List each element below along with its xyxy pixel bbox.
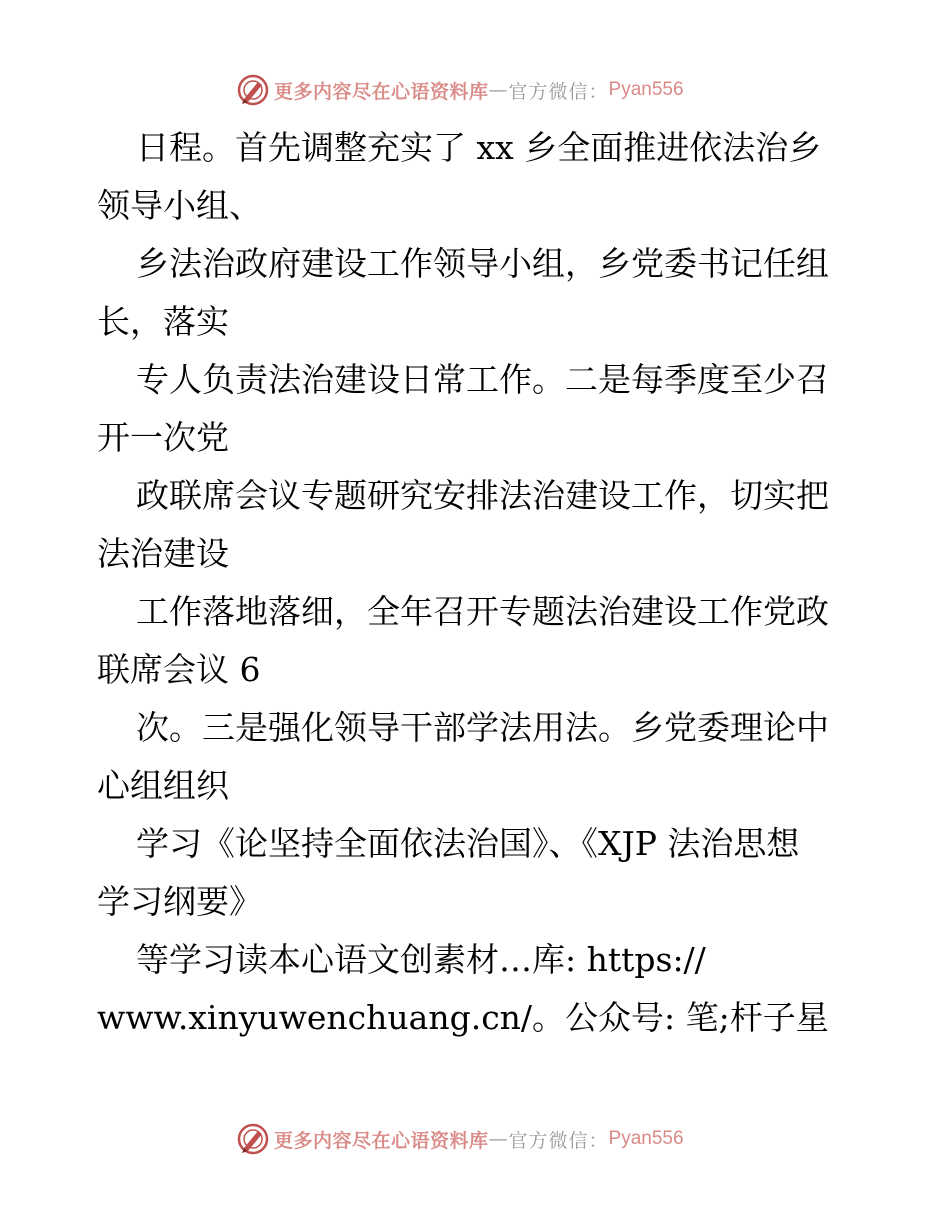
footer-banner-content [236, 1122, 684, 1156]
text-line: 学习《论坚持全面依法治国》、《XJP 法治思想 [136, 824, 800, 863]
text-line: 乡法治政府建设工作领导小组，乡党委书记任组 [136, 244, 829, 283]
text-line: 次。三是强化领导干部学法用法。乡党委理论中 [136, 708, 829, 747]
banner-official-label: 官方微信： [508, 80, 609, 103]
text-line: 领导小组、 [97, 186, 262, 225]
banner-brand-text: 更多内容尽在心语资料库 [274, 1129, 489, 1152]
pen-circle-logo-icon [236, 1122, 270, 1156]
text-line: 心组组织 [97, 766, 229, 805]
text-line: 联席会议 6 [97, 650, 261, 689]
header-banner [0, 70, 950, 110]
text-line: 法治建设 [97, 534, 229, 573]
banner-dash: — [488, 79, 509, 101]
header-banner-content [236, 73, 684, 107]
text-line: 长，落实 [97, 302, 229, 341]
text-line: 专人负责法治建设日常工作。二是每季度至少召 [136, 360, 829, 399]
banner-wechat-id: Pyan556 [608, 1128, 684, 1149]
pen-circle-logo-icon [236, 73, 270, 107]
footer-banner [0, 1119, 950, 1159]
banner-official-label: 官方微信： [508, 1129, 609, 1152]
text-line: 开一次党 [97, 418, 229, 457]
text-line: 政联席会议专题研究安排法治建设工作，切实把 [136, 476, 829, 515]
text-line: www.xinyuwenchuang.cn/。公众号: 笔;杆子星 [97, 998, 829, 1037]
banner-wechat-id: Pyan556 [608, 79, 684, 100]
banner-dash: — [488, 1128, 509, 1150]
text-line: 学习纲要》 [97, 882, 262, 921]
banner-brand-text: 更多内容尽在心语资料库 [274, 80, 489, 103]
text-line: 等学习读本心语文创素材…库: https:// [136, 940, 706, 979]
text-line: 工作落地落细，全年召开专题法治建设工作党政 [136, 592, 829, 631]
text-line: 日程。首先调整充实了 xx 乡全面推进依法治乡 [136, 128, 822, 167]
